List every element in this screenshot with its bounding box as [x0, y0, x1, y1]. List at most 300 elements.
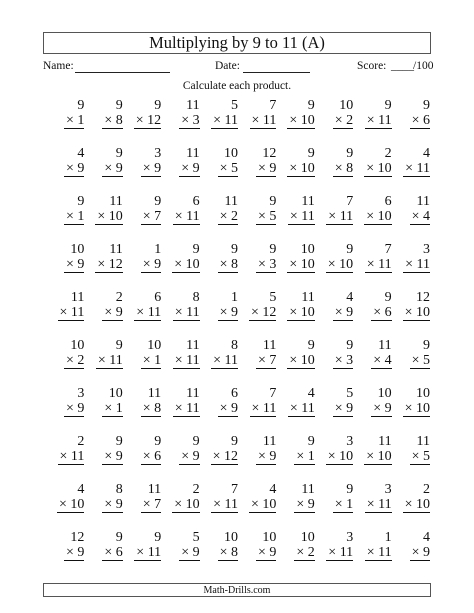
- problem: [357, 146, 395, 194]
- problem-multiplier: × 11: [59, 449, 85, 464]
- problem-multiplicand: 11: [301, 290, 315, 305]
- problem-multiplier: × 9: [373, 401, 392, 416]
- problem-multiplier: × 12: [97, 257, 123, 272]
- problem: [319, 98, 357, 146]
- problem-multiplicand: 3: [154, 146, 162, 161]
- problem-multiplier: × 11: [251, 401, 277, 416]
- problem-multiplier: × 10: [327, 257, 354, 272]
- date-line: [243, 72, 310, 73]
- problem: [242, 338, 280, 386]
- problem-multiplicand: 6: [231, 386, 238, 401]
- problem-multiplicand: 2: [423, 482, 430, 497]
- problem-multiplier: × 11: [366, 257, 392, 272]
- problem-multiplier: × 11: [251, 113, 277, 128]
- problem: [319, 194, 357, 242]
- problem-multiplicand: 9: [154, 98, 162, 113]
- problem: [127, 482, 165, 530]
- problem-multiplier: × 9: [104, 305, 123, 320]
- problem-multiplier: × 9: [65, 401, 85, 416]
- problem: [357, 98, 395, 146]
- problem-multiplicand: 11: [301, 194, 315, 209]
- problem-multiplier: × 2: [296, 545, 315, 560]
- problem-multiplicand: 4: [307, 386, 315, 401]
- problem: [280, 434, 318, 482]
- problem: [50, 338, 88, 386]
- problem-multiplier: × 11: [136, 305, 162, 320]
- problem-multiplier: × 11: [328, 545, 354, 560]
- problem-multiplier: × 9: [104, 161, 123, 176]
- problem: [280, 338, 318, 386]
- problem-multiplicand: 9: [384, 98, 392, 113]
- problem-multiplier: × 6: [373, 305, 392, 320]
- problem-multiplier: × 11: [213, 497, 238, 512]
- problem-multiplicand: 2: [115, 290, 123, 305]
- problem-multiplicand: 11: [109, 194, 123, 209]
- problem-multiplicand: 9: [269, 194, 277, 209]
- problem: [127, 530, 165, 578]
- problem: [280, 146, 318, 194]
- problem-multiplicand: 9: [231, 434, 238, 449]
- problem: [165, 194, 203, 242]
- problem-multiplier: × 10: [174, 257, 200, 272]
- problem-multiplier: × 10: [58, 497, 85, 512]
- name-line: [75, 72, 170, 73]
- problem-multiplier: × 11: [366, 113, 392, 128]
- problem: [357, 194, 395, 242]
- problem: [127, 290, 165, 338]
- problem-multiplier: × 11: [213, 113, 238, 128]
- problem-multiplier: × 9: [104, 449, 123, 464]
- problem: [204, 98, 242, 146]
- problem: [88, 146, 126, 194]
- score-blank: ____: [391, 60, 414, 72]
- problem-multiplicand: 10: [416, 386, 430, 401]
- problem-multiplier: × 9: [219, 305, 238, 320]
- problem: [319, 482, 357, 530]
- problem-multiplicand: 3: [346, 434, 354, 449]
- problem-multiplicand: 11: [70, 290, 85, 305]
- problem-multiplier: × 10: [174, 497, 200, 512]
- problem: [396, 434, 434, 482]
- problem: [319, 290, 357, 338]
- problem-multiplier: × 1: [65, 209, 85, 224]
- problem: [165, 434, 203, 482]
- problem-multiplicand: 9: [115, 146, 123, 161]
- problem-multiplicand: 8: [231, 338, 238, 353]
- problem-multiplier: × 8: [104, 113, 123, 128]
- problem: [204, 530, 242, 578]
- problem-multiplicand: 2: [384, 146, 392, 161]
- problem: [204, 338, 242, 386]
- problem-multiplicand: 9: [115, 338, 123, 353]
- problem-multiplicand: 10: [70, 338, 85, 353]
- problem-multiplier: × 8: [142, 401, 162, 416]
- problem-multiplier: × 10: [289, 161, 315, 176]
- problem-multiplicand: 9: [423, 98, 430, 113]
- problem-multiplicand: 4: [269, 482, 277, 497]
- problem-multiplicand: 7: [269, 98, 277, 113]
- problem-multiplicand: 11: [378, 434, 392, 449]
- problem-multiplier: × 9: [257, 161, 277, 176]
- problem: [127, 98, 165, 146]
- problem-multiplicand: 7: [269, 386, 277, 401]
- problem-multiplier: × 8: [219, 545, 238, 560]
- problem-multiplier: × 10: [289, 305, 315, 320]
- problem: [357, 386, 395, 434]
- problem-multiplier: × 2: [65, 353, 85, 368]
- problem-multiplicand: 11: [378, 338, 392, 353]
- problem-multiplicand: 11: [186, 98, 200, 113]
- problem-multiplier: × 11: [405, 257, 430, 272]
- problem-multiplier: × 10: [289, 257, 315, 272]
- problem-multiplicand: 9: [154, 530, 162, 545]
- problem-multiplicand: 9: [346, 146, 354, 161]
- problem-multiplicand: 11: [186, 338, 200, 353]
- problem-multiplier: × 9: [296, 497, 315, 512]
- problem: [165, 290, 203, 338]
- problem-multiplicand: 9: [307, 146, 315, 161]
- problem: [319, 242, 357, 290]
- problem-multiplier: × 10: [366, 449, 392, 464]
- problem-multiplicand: 3: [384, 482, 392, 497]
- instructions: Calculate each product.: [182, 80, 292, 92]
- problem-multiplier: × 11: [174, 209, 200, 224]
- problem-multiplicand: 11: [416, 194, 430, 209]
- info-row: [0, 60, 474, 76]
- problem-multiplier: × 1: [334, 497, 354, 512]
- problem-multiplicand: 4: [77, 146, 85, 161]
- problem: [127, 386, 165, 434]
- problem-multiplier: × 11: [174, 305, 200, 320]
- problem-multiplicand: 9: [77, 98, 85, 113]
- problem: [50, 290, 88, 338]
- problem: [280, 530, 318, 578]
- problem-multiplicand: 9: [346, 242, 354, 257]
- problem: [396, 338, 434, 386]
- problem: [204, 194, 242, 242]
- problem-multiplier: × 1: [104, 401, 123, 416]
- score-total: /100: [413, 60, 434, 72]
- problem: [165, 146, 203, 194]
- problem-multiplicand: 6: [384, 194, 392, 209]
- problem-multiplicand: 2: [77, 434, 85, 449]
- problem-multiplier: × 11: [289, 209, 315, 224]
- problem: [50, 194, 88, 242]
- problem-multiplicand: 10: [300, 530, 315, 545]
- problem-grid: [50, 98, 434, 578]
- problem-multiplier: × 10: [289, 353, 315, 368]
- problem: [165, 98, 203, 146]
- problem-multiplier: × 2: [219, 209, 238, 224]
- problem-multiplicand: 8: [192, 290, 200, 305]
- problem-multiplier: × 11: [59, 305, 85, 320]
- problem: [396, 146, 434, 194]
- problem: [319, 530, 357, 578]
- problem: [396, 98, 434, 146]
- problem: [357, 338, 395, 386]
- problem: [396, 194, 434, 242]
- problem-multiplier: × 10: [366, 209, 392, 224]
- problem: [319, 146, 357, 194]
- problem-multiplier: × 10: [366, 161, 392, 176]
- problem-multiplier: × 3: [181, 113, 200, 128]
- problem: [396, 386, 434, 434]
- worksheet-title: Multiplying by 9 to 11 (A): [43, 32, 431, 54]
- problem-multiplier: × 10: [404, 305, 430, 320]
- problem-multiplicand: 9: [346, 338, 354, 353]
- problem-multiplicand: 9: [307, 434, 315, 449]
- problem-multiplier: × 1: [296, 449, 315, 464]
- problem-multiplier: × 9: [142, 257, 162, 272]
- problem: [88, 482, 126, 530]
- problem-multiplier: × 10: [404, 497, 430, 512]
- problem: [204, 290, 242, 338]
- problem-multiplicand: 4: [423, 146, 430, 161]
- problem: [280, 386, 318, 434]
- score-label: Score:: [357, 60, 387, 72]
- problem: [88, 386, 126, 434]
- problem-multiplier: × 8: [334, 161, 354, 176]
- problem-multiplier: × 9: [181, 161, 200, 176]
- problem: [127, 146, 165, 194]
- problem-multiplicand: 9: [384, 290, 392, 305]
- problem-multiplier: × 9: [181, 545, 200, 560]
- problem: [88, 242, 126, 290]
- problem-multiplier: × 5: [219, 161, 238, 176]
- problem-multiplicand: 8: [115, 482, 123, 497]
- problem: [204, 482, 242, 530]
- problem-multiplicand: 11: [147, 482, 162, 497]
- problem-multiplicand: 5: [346, 386, 354, 401]
- problem-multiplier: × 10: [327, 449, 354, 464]
- problem: [127, 338, 165, 386]
- problem-multiplier: × 9: [411, 545, 430, 560]
- problem-multiplicand: 7: [231, 482, 238, 497]
- problem-multiplicand: 9: [346, 482, 354, 497]
- problem-multiplicand: 10: [224, 530, 238, 545]
- problem: [127, 242, 165, 290]
- problem-multiplicand: 9: [307, 338, 315, 353]
- problem-multiplicand: 5: [269, 290, 277, 305]
- name-label: Name:: [43, 60, 74, 72]
- problem-multiplicand: 9: [269, 242, 277, 257]
- problem: [280, 194, 318, 242]
- problem-multiplicand: 11: [262, 338, 277, 353]
- problem-multiplier: × 12: [250, 305, 277, 320]
- problem-multiplicand: 9: [423, 338, 430, 353]
- problem-multiplier: × 9: [104, 497, 123, 512]
- problem: [242, 434, 280, 482]
- problem-multiplicand: 9: [231, 242, 238, 257]
- problem: [357, 242, 395, 290]
- problem: [280, 482, 318, 530]
- problem-multiplicand: 10: [224, 146, 238, 161]
- problem-multiplier: × 10: [97, 209, 123, 224]
- problem-multiplicand: 11: [147, 386, 162, 401]
- problem: [242, 98, 280, 146]
- problem: [165, 338, 203, 386]
- problem: [50, 434, 88, 482]
- problem-multiplier: × 3: [334, 353, 354, 368]
- problem-multiplier: × 9: [257, 449, 277, 464]
- problem-multiplier: × 9: [65, 257, 85, 272]
- problem-multiplier: × 1: [65, 113, 85, 128]
- problem-multiplier: × 9: [181, 449, 200, 464]
- problem: [88, 194, 126, 242]
- problem-multiplicand: 10: [262, 530, 277, 545]
- problem-multiplicand: 11: [301, 482, 315, 497]
- problem-multiplier: × 10: [404, 401, 430, 416]
- problem-multiplicand: 10: [300, 242, 315, 257]
- problem-multiplier: × 11: [289, 401, 315, 416]
- problem: [204, 242, 242, 290]
- problem: [242, 482, 280, 530]
- problem: [357, 482, 395, 530]
- problem: [396, 290, 434, 338]
- problem: [357, 290, 395, 338]
- problem-multiplier: × 9: [65, 545, 85, 560]
- problem: [50, 386, 88, 434]
- problem-multiplicand: 9: [115, 530, 123, 545]
- problem-multiplier: × 6: [104, 545, 123, 560]
- problem-multiplier: × 5: [411, 353, 430, 368]
- problem-multiplicand: 3: [346, 530, 354, 545]
- problem-multiplier: × 2: [334, 113, 354, 128]
- problem-multiplicand: 4: [346, 290, 354, 305]
- problem: [165, 482, 203, 530]
- problem-multiplier: × 4: [373, 353, 392, 368]
- problem-multiplicand: 7: [384, 242, 392, 257]
- problem: [127, 434, 165, 482]
- problem-multiplicand: 9: [115, 434, 123, 449]
- problem-multiplier: × 6: [411, 113, 430, 128]
- problem-multiplicand: 11: [109, 242, 123, 257]
- problem-multiplicand: 3: [77, 386, 85, 401]
- problem-multiplicand: 1: [154, 242, 162, 257]
- problem: [50, 482, 88, 530]
- problem: [88, 338, 126, 386]
- problem-multiplier: × 5: [411, 449, 430, 464]
- problem-multiplier: × 11: [328, 209, 354, 224]
- problem-multiplier: × 11: [174, 353, 200, 368]
- problem-multiplier: × 11: [366, 497, 392, 512]
- problem: [242, 290, 280, 338]
- problem-multiplicand: 12: [262, 146, 277, 161]
- problem: [242, 194, 280, 242]
- problem-multiplier: × 3: [257, 257, 277, 272]
- problem-multiplier: × 9: [334, 305, 354, 320]
- problem-multiplicand: 1: [231, 290, 238, 305]
- problem-multiplier: × 10: [289, 113, 315, 128]
- problem-multiplier: × 9: [65, 161, 85, 176]
- problem-multiplicand: 10: [377, 386, 392, 401]
- problem-multiplicand: 2: [192, 482, 200, 497]
- problem: [88, 434, 126, 482]
- problem: [204, 386, 242, 434]
- problem: [396, 482, 434, 530]
- problem-multiplicand: 11: [186, 146, 200, 161]
- problem-multiplicand: 4: [77, 482, 85, 497]
- problem: [242, 530, 280, 578]
- problem: [319, 434, 357, 482]
- problem-multiplier: × 9: [219, 401, 238, 416]
- problem: [165, 242, 203, 290]
- problem-multiplicand: 11: [186, 386, 200, 401]
- problem-multiplicand: 9: [77, 194, 85, 209]
- problem: [88, 98, 126, 146]
- problem-multiplicand: 9: [154, 194, 162, 209]
- problem-multiplier: × 11: [405, 161, 430, 176]
- problem-multiplier: × 11: [136, 545, 162, 560]
- problem: [242, 146, 280, 194]
- problem-multiplicand: 10: [147, 338, 162, 353]
- problem-multiplicand: 10: [70, 242, 85, 257]
- problem-multiplier: × 6: [142, 449, 162, 464]
- problem: [50, 146, 88, 194]
- problem: [127, 194, 165, 242]
- problem: [319, 386, 357, 434]
- problem-multiplicand: 11: [416, 434, 430, 449]
- problem-multiplier: × 11: [366, 545, 392, 560]
- problem-multiplicand: 6: [192, 194, 200, 209]
- problem-multiplicand: 9: [115, 98, 123, 113]
- problem-multiplier: × 9: [142, 161, 162, 176]
- problem-multiplicand: 10: [108, 386, 123, 401]
- problem-multiplicand: 5: [192, 530, 200, 545]
- problem-multiplicand: 12: [416, 290, 430, 305]
- problem: [165, 386, 203, 434]
- problem-multiplicand: 3: [423, 242, 430, 257]
- problem-multiplicand: 10: [339, 98, 354, 113]
- problem-multiplicand: 12: [70, 530, 85, 545]
- problem: [396, 242, 434, 290]
- problem: [357, 530, 395, 578]
- problem-multiplicand: 1: [384, 530, 392, 545]
- problem-multiplier: × 7: [142, 497, 162, 512]
- problem-multiplicand: 9: [154, 434, 162, 449]
- problem-multiplier: × 11: [213, 353, 238, 368]
- problem: [50, 242, 88, 290]
- problem-multiplicand: 9: [192, 242, 200, 257]
- problem: [88, 290, 126, 338]
- problem: [204, 146, 242, 194]
- problem-multiplicand: 6: [154, 290, 162, 305]
- problem: [396, 530, 434, 578]
- problem-multiplier: × 4: [411, 209, 430, 224]
- problem: [280, 242, 318, 290]
- problem-multiplicand: 11: [224, 194, 238, 209]
- problem-multiplicand: 4: [423, 530, 430, 545]
- problem: [280, 98, 318, 146]
- problem-multiplier: × 7: [257, 353, 277, 368]
- problem: [88, 530, 126, 578]
- problem-multiplier: × 1: [142, 353, 162, 368]
- footer: Math-Drills.com: [43, 583, 431, 597]
- problem-multiplier: × 8: [219, 257, 238, 272]
- problem: [50, 530, 88, 578]
- problem: [357, 434, 395, 482]
- problem: [280, 290, 318, 338]
- problem-multiplier: × 7: [142, 209, 162, 224]
- problem-multiplier: × 9: [334, 401, 354, 416]
- problem: [204, 434, 242, 482]
- problem-multiplicand: 9: [307, 98, 315, 113]
- problem: [50, 98, 88, 146]
- problem-multiplier: × 12: [135, 113, 162, 128]
- problem: [242, 242, 280, 290]
- date-label: Date:: [215, 60, 240, 72]
- problem-multiplier: × 10: [250, 497, 277, 512]
